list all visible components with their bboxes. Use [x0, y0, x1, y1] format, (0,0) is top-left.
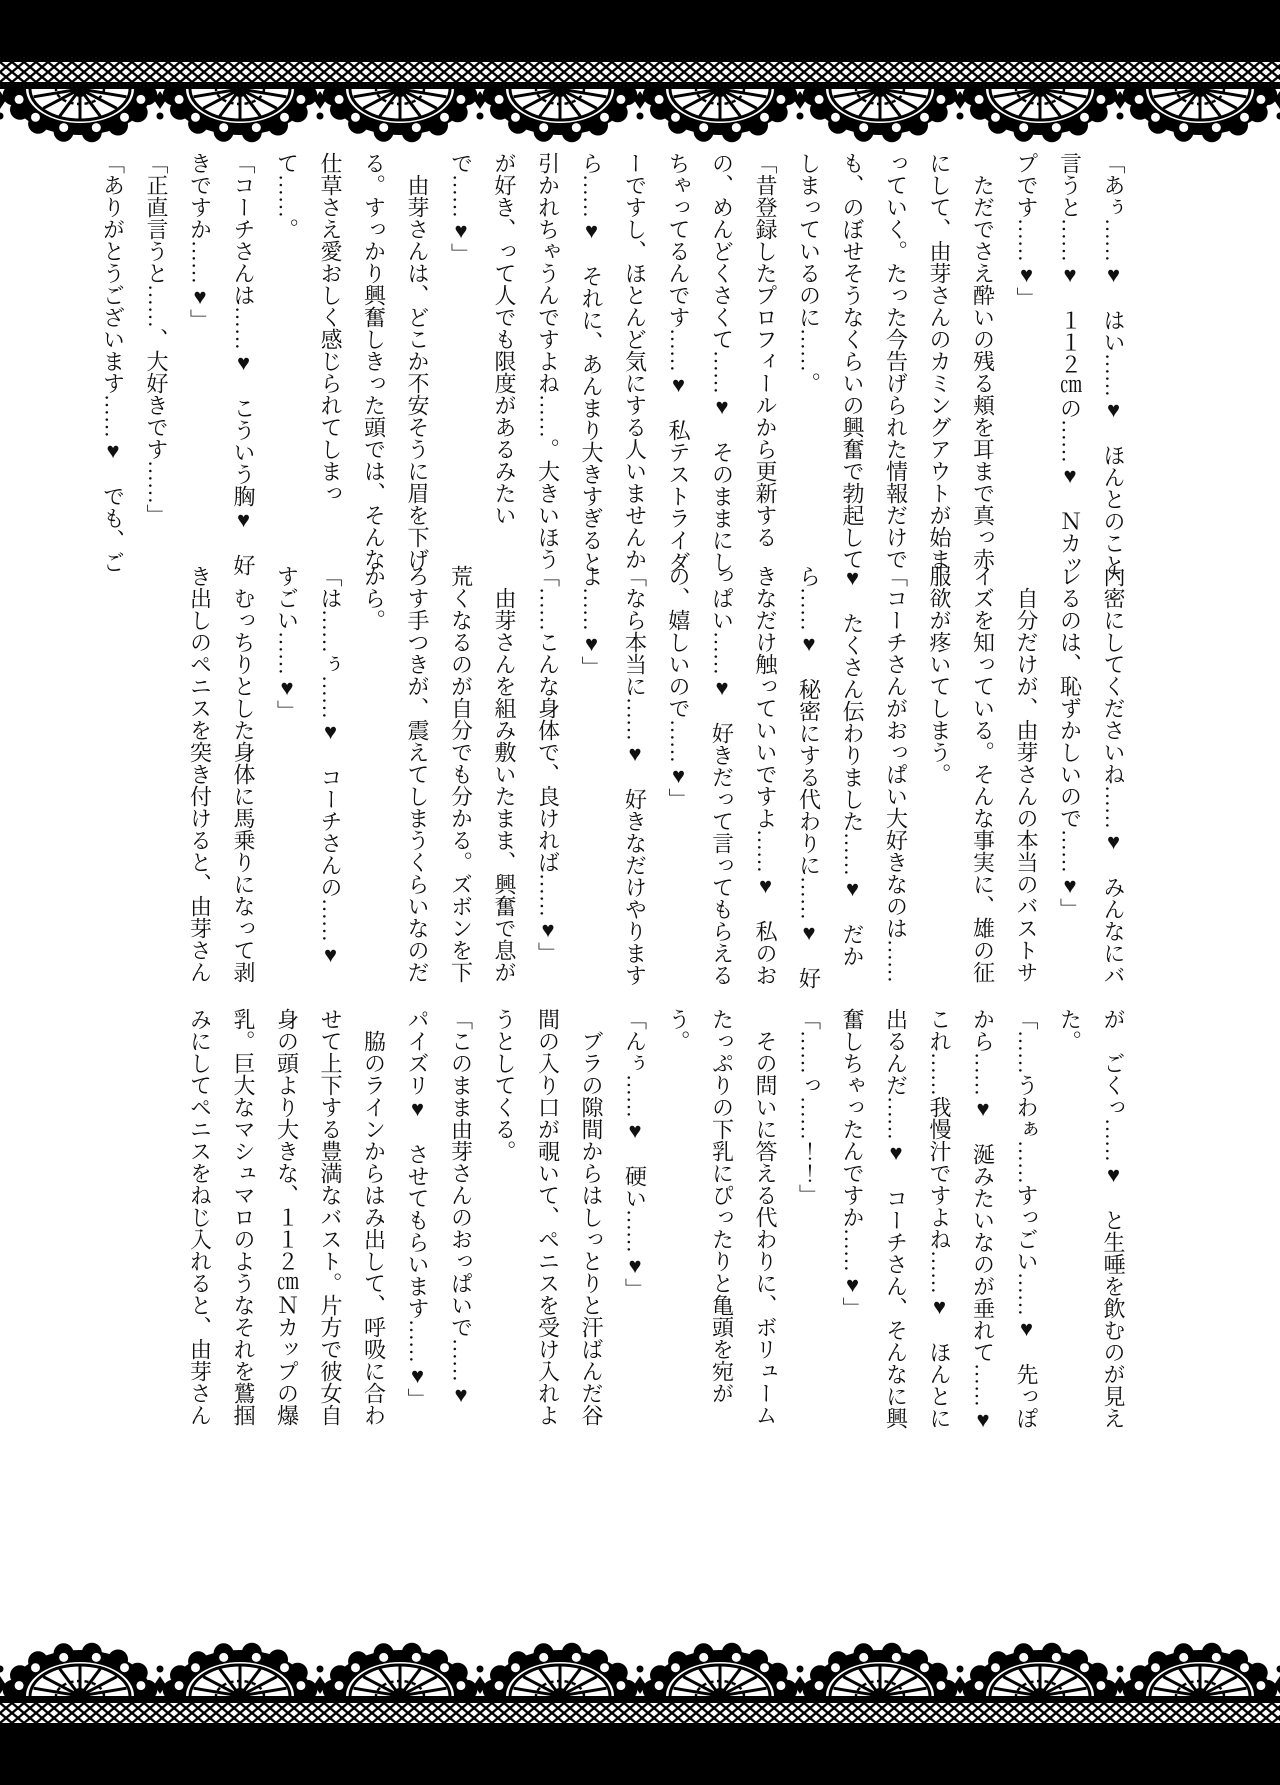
- text-block-bottom: [55, 1008, 1135, 1454]
- dialogue-paragraph: 「……うわぁ……すっごい……♥ 先っぽから……♥ 涎みたいなのが垂れて……♥ これ……我慢汁ですよね……♥ ほんとに出るんだ……♥ コーチさん、そんなに興奮しちゃったんですか……♥」: [840, 1008, 1039, 1454]
- narration-paragraph: ブラの隙間からはしっとりと汗ばんだ谷間の入り口が覗いて、ペニスを受け入れようとしてくる。: [492, 1008, 604, 1426]
- dialogue-paragraph: 「正直言うと……、大好きです……」: [144, 152, 169, 526]
- text-block-top: [55, 152, 1135, 580]
- top-lace-border: [0, 0, 1280, 143]
- narration-paragraph: 脇のラインからはみ出して、呼吸に合わせて上下する豊満なバスト。片方で彼女自身の頭より大きな、１１２㎝Ｎカップの爆乳。巨大なマシュマロのようなそれを鷲掴みにしてペニスをねじ入れると、由芽さん: [187, 1008, 387, 1426]
- dialogue-paragraph: 「……こんな身体で、良ければ……♥」: [535, 565, 561, 964]
- dialogue-paragraph: 「んぅ……♥ 硬い……♥」: [622, 1008, 648, 1300]
- narration-paragraph: 自分だけが、由芽さんの本当のバストサイズを知っている。そんな事実に、雄の征服欲が疼いてしまう。: [927, 565, 1039, 983]
- dialogue-paragraph: 「ありがとうございます……♥ でも、ご: [100, 152, 126, 573]
- dialogue-paragraph: 「は……ぅ……♥ コーチさんの……♥ すごい……♥」: [274, 565, 343, 989]
- narration-paragraph: むっちりとした身体に馬乗りになって剥き出しのペニスを突き付けると、由芽さん: [187, 565, 256, 983]
- narration-paragraph: 由芽さんは、どこか不安そうに眉を下げる。すっかり興奮しきった頭では、そんな仕草さえ愛おしく感じられてしまって……。: [274, 152, 430, 570]
- dialogue-paragraph: 内密にしてくださいね……♥ みんなにバレるのは、恥ずかしいので……♥」: [1057, 565, 1126, 986]
- dialogue-paragraph: 「昔登録したプロフィールから更新するの、めんどくさくて……♥ そのままにしちゃってるんです……♥ 私テストライダーですし、ほとんど気にする人いませんから……♥ それに、あんまり大きすぎると引かれちゃうんですよね……。大きいほうが好き、って人でも限度があるみたいで……♥」: [448, 152, 778, 573]
- dialogue-paragraph: 「コーチさんは……♥ こういう胸♥ 好きですか……♥」: [187, 152, 256, 576]
- dialogue-paragraph: 「このまま由芽さんのおっぱいで……♥ パイズリ♥ させてもらいます……♥」: [405, 1008, 474, 1429]
- bottom-lace-border: [0, 1642, 1280, 1785]
- narration-paragraph: その問いに答える代わりに、ボリュームたっぷりの下乳にぴったりと亀頭を宛がう。: [666, 1008, 778, 1426]
- narration-paragraph: が ごくっ……♥ と生唾を飲むのが見えた。: [1057, 1008, 1126, 1429]
- narration-paragraph: 由芽さんを組み敷いたまま、興奮で息が荒くなるのが自分でも分かる。ズボンを下ろす手つきが、震えてしまうくらいなのだから。: [361, 565, 517, 983]
- text-block-middle: [55, 565, 1135, 993]
- dialogue-paragraph: 「あぅ……♥ はい……♥ ほんとのこと言うと……♥ １１２㎝の……♥ Ｎカップです……♥」: [1014, 152, 1126, 576]
- narration-paragraph: ただでさえ酔いの残る頬を耳まで真っ赤にして、由芽さんのカミングアウトが始まっていく。たった今告げられた情報だけでも、のぼせそうなくらいの興奮で勃起してしまっているのに……。: [796, 152, 996, 570]
- dialogue-paragraph: 「なら本当に……♥ 好きなだけやりますよ……♥」: [579, 565, 648, 986]
- dialogue-paragraph: 「……っ……！！」: [796, 1008, 822, 1206]
- dialogue-paragraph: 「コーチさんがおっぱい大好きなのは……♥ たくさん伝わりました……♥ だから……♥ 秘密にする代わりに……♥ 好きなだけ触っていいですよ……♥ 私のおっぱい……♥ 好きだって言ってもらえるの、嬉しいので……♥」: [666, 565, 909, 989]
